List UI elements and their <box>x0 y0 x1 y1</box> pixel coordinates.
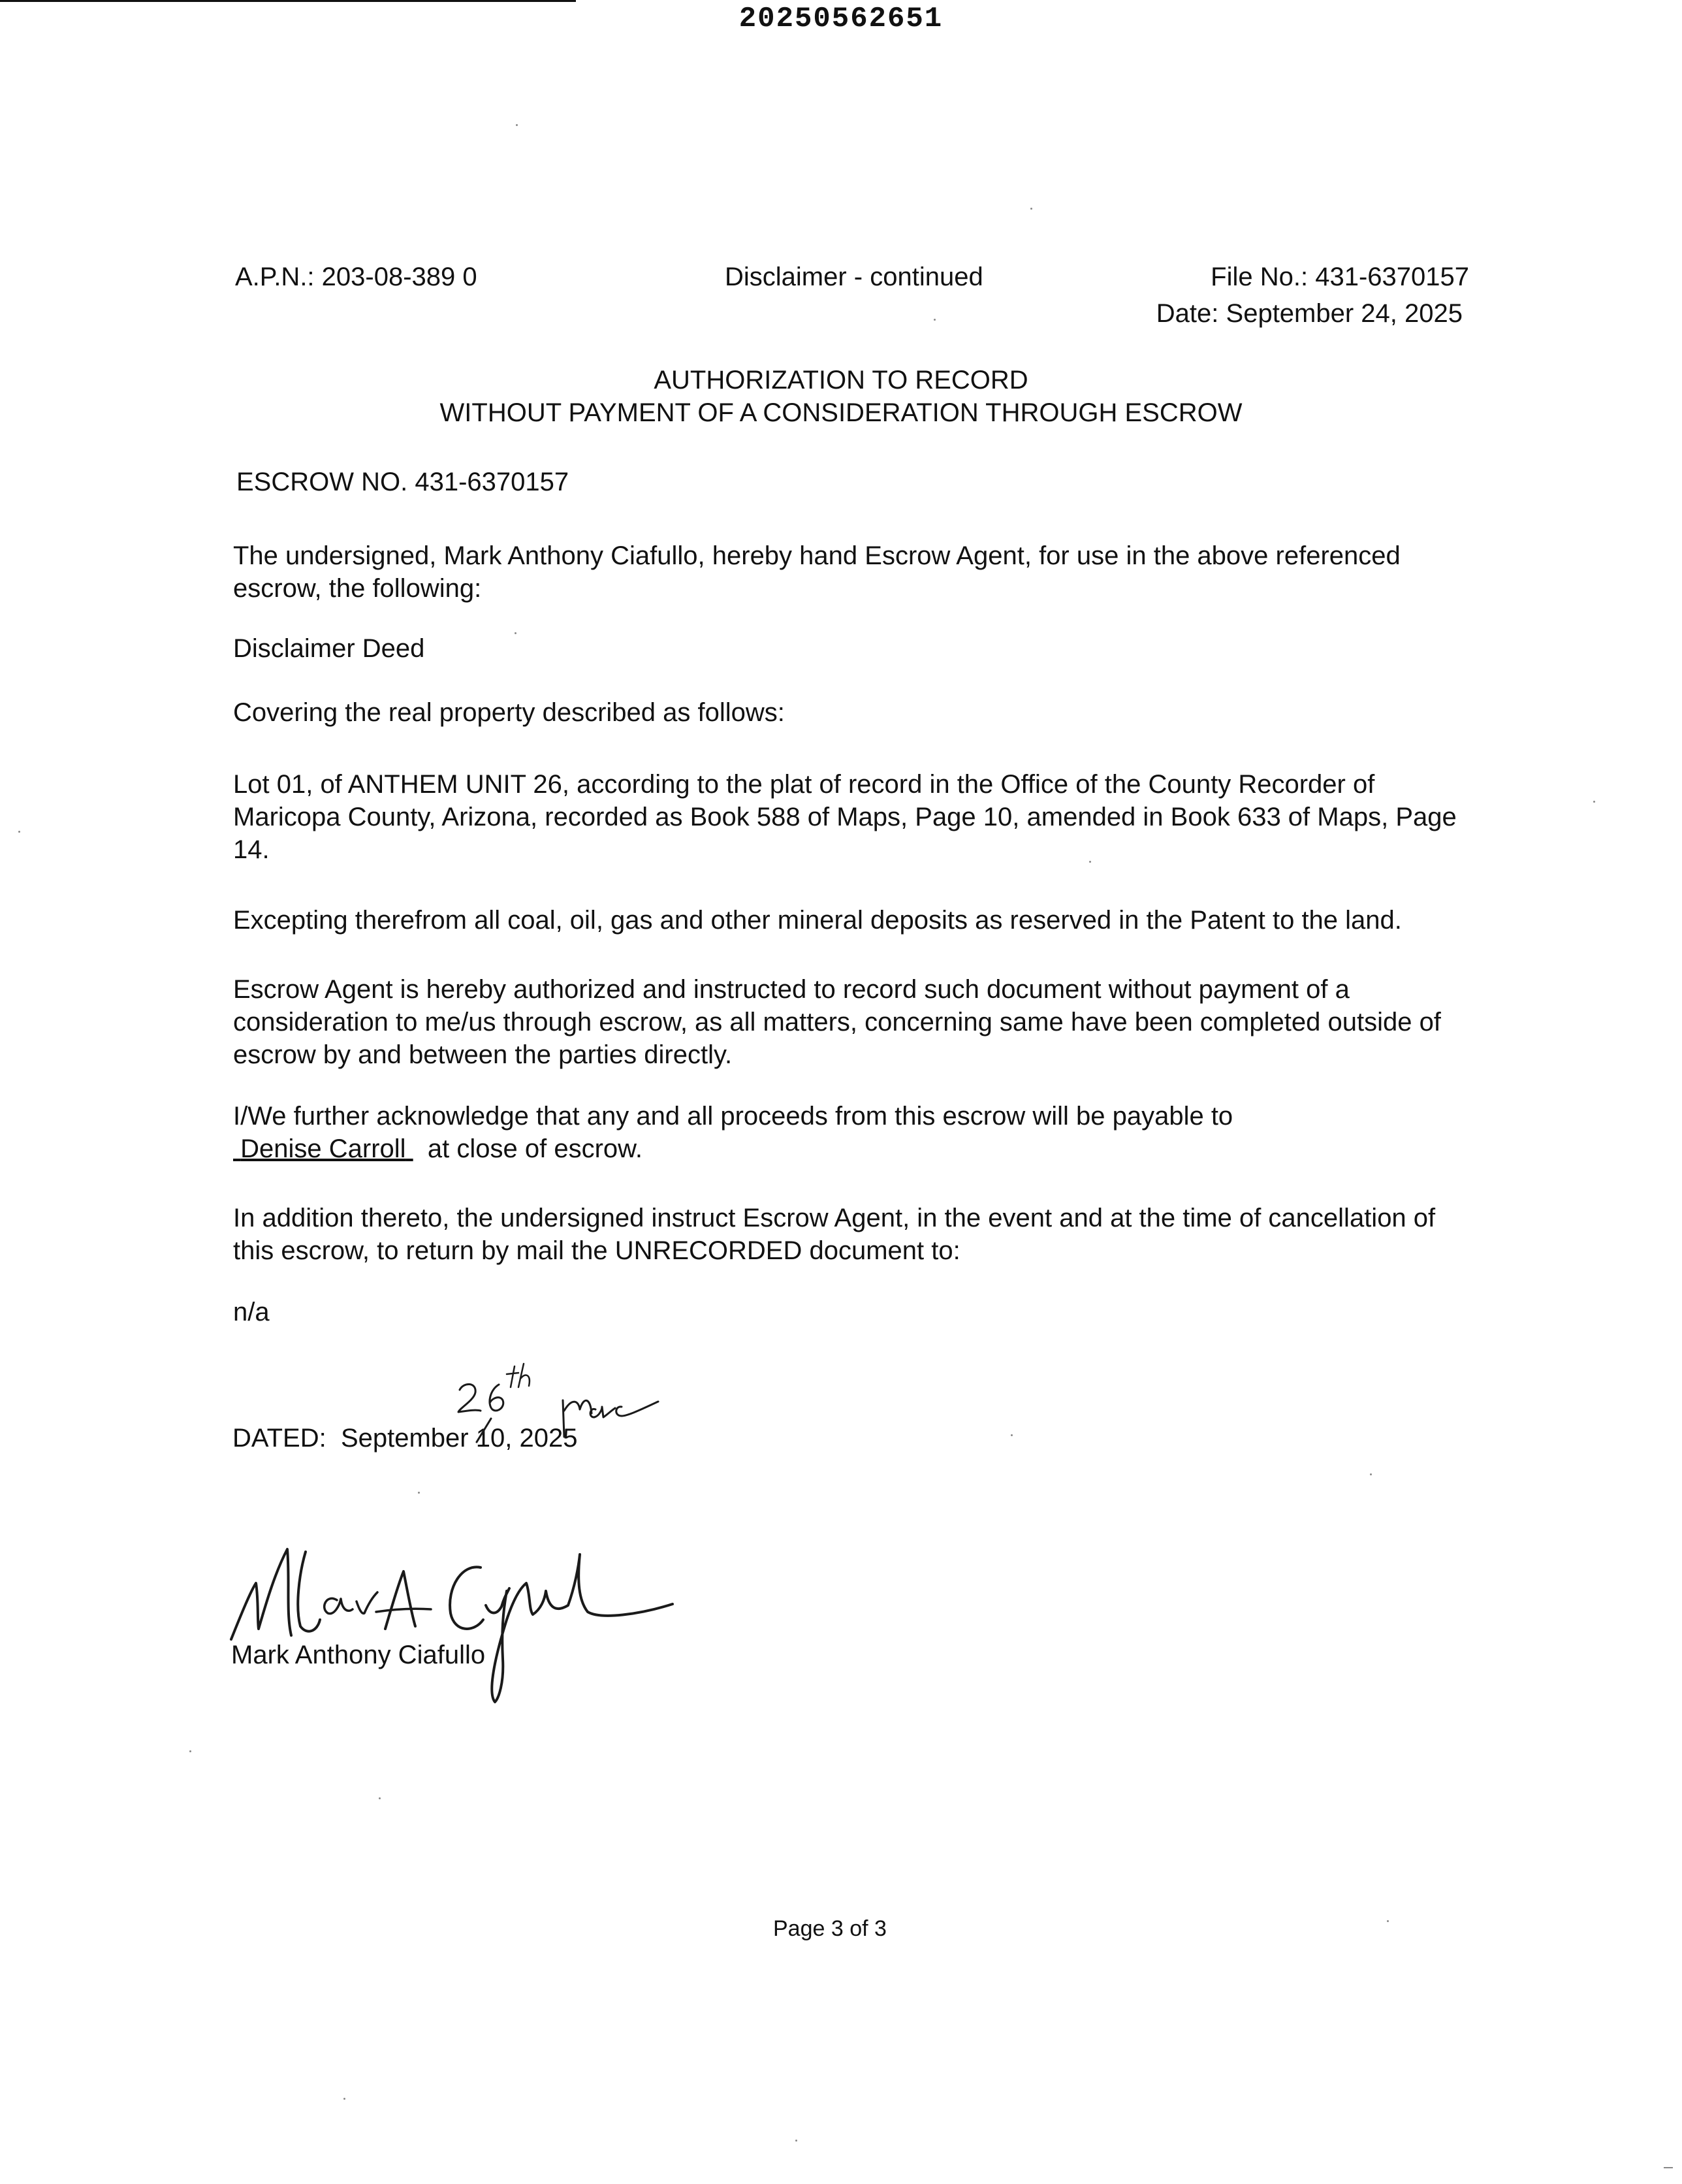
scan-speck <box>1089 861 1091 863</box>
scan-speck <box>516 124 518 126</box>
return-to: n/a <box>233 1298 270 1326</box>
excepting-paragraph: Excepting therefrom all coal, oil, gas and other mineral deposits as reserved in the Patent to the land. <box>233 906 1402 935</box>
recording-number: 20250562651 <box>738 3 944 35</box>
scan-speck <box>515 632 516 634</box>
covering-paragraph: Covering the real property described as follows: <box>233 698 785 727</box>
title-line-1: AUTHORIZATION TO RECORD <box>654 366 1028 394</box>
scan-speck <box>1370 1473 1372 1475</box>
scan-speck <box>379 1797 381 1799</box>
file-number: File No.: 431-6370157 <box>1211 263 1469 291</box>
scan-speck <box>934 319 936 321</box>
dated-year: , 2025 <box>505 1424 578 1453</box>
scan-speck <box>1593 801 1595 803</box>
scan-speck <box>1664 2167 1673 2168</box>
signer-name: Mark Anthony Ciafullo <box>231 1641 486 1669</box>
scan-speck <box>1387 1920 1389 1922</box>
title-line-2: WITHOUT PAYMENT OF A CONSIDERATION THROUGH ESCROW <box>439 398 1243 427</box>
proceeds-payee <box>233 1134 413 1163</box>
cancellation-paragraph: In addition thereto, the undersigned instruct Escrow Agent, in the event and at the time of cancellation of this escrow, to return by mail the UNRECORDED document to: <box>233 1204 1436 1265</box>
intro-paragraph: The undersigned, Mark Anthony Ciafullo, hereby hand Escrow Agent, for use in the above referenced escrow, the following: <box>233 541 1401 603</box>
dated-month: September <box>340 1424 469 1453</box>
page-number: Page 3 of 3 <box>773 1916 887 1941</box>
legal-description: Lot 01, of ANTHEM UNIT 26, according to the plat of record in the Office of the County Recorder of Maricopa County, Arizona, recorded as Book 588 of Maps, Page 10, amended in Book 633 of Maps, Page 14. <box>233 770 1457 864</box>
document-type: Disclaimer Deed <box>233 634 425 663</box>
document-date: Date: September 24, 2025 <box>1156 299 1463 328</box>
scan-speck <box>795 2140 797 2142</box>
signature-line <box>0 0 576 2</box>
scan-speck <box>418 1492 420 1494</box>
dated-day-struck: 10 <box>475 1424 505 1453</box>
scan-speck <box>1011 1434 1013 1436</box>
scan-speck <box>343 2098 345 2100</box>
section-title: Disclaimer - continued <box>725 263 983 291</box>
scan-speck <box>189 1750 191 1752</box>
scan-speck <box>18 831 20 833</box>
authorization-paragraph: Escrow Agent is hereby authorized and instructed to record such document without payment of a consideration to me/us through escrow, as all matters, concerning same have been completed outside of escrow by and between the parties directly. <box>233 975 1441 1069</box>
proceeds-paragraph <box>233 1100 1304 1165</box>
dated-label: DATED: <box>232 1424 326 1453</box>
escrow-number: ESCROW NO. 431-6370157 <box>236 468 569 496</box>
proceeds-close: at close of escrow. <box>427 1134 643 1163</box>
handwritten-date-correction <box>451 1358 673 1456</box>
handwritten-signature <box>222 1528 705 1724</box>
payee-name: Denise Carroll <box>240 1134 406 1163</box>
scan-speck <box>1030 208 1032 210</box>
apn-label: A.P.N.: 203-08-389 0 <box>235 263 477 291</box>
proceeds-text: I/We further acknowledge that any and all proceeds from this escrow will be payable to <box>233 1102 1233 1131</box>
